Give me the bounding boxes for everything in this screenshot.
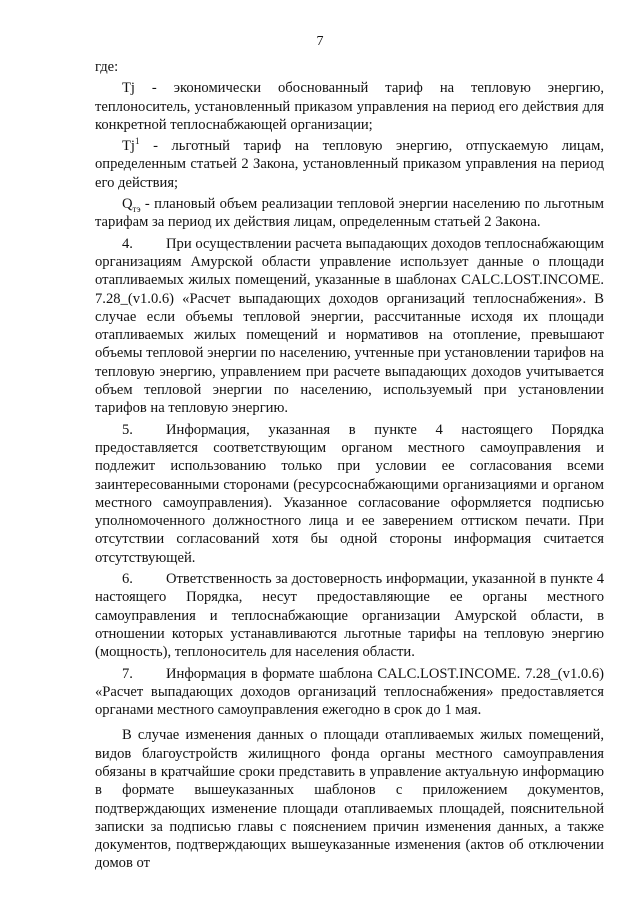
definition-subscript: тэ xyxy=(132,203,141,214)
item-7 xyxy=(95,665,604,720)
definition-planned-volume xyxy=(95,195,604,232)
closing-paragraph: В случае изменения данных о площади отапливаемых жилых помещений, видов благоустройств жилищного фонда органы местного самоуправления обязаны в кратчайшие сроки представить в управление актуальную информацию в формате вышеуказанных шаблонов с приложением документов, подтверждающих изменение площади отапливаемых площадей, пояснительной записки за подписью главы с пояснением причин изменения данных, а также документов, подтверждающих вышеуказанные изменения (актов об отключении домов от xyxy=(95,727,604,872)
document-body xyxy=(95,58,604,876)
item-number: 4. xyxy=(122,235,133,252)
page-number: 7 xyxy=(316,34,324,49)
item-text: Информация, указанная в пункте 4 настоящего Порядка предоставляется соответствующим органом местного самоуправления и подлежит использованию только при условии ее согласования всеми заинтересованными сторонами (ресурсоснабжающими организациями и органом местного самоуправления). Указанное согласование оформляется подписью уполномоченного должностного лица и ее заверением оттиском печати. При отсутствии согласований хотя бы одной стороны информация считается отсутствующей. xyxy=(95,421,604,566)
definition-tariff xyxy=(95,79,604,134)
item-number: 6. xyxy=(122,571,133,588)
item-4 xyxy=(95,235,604,418)
definition-symbol: Tj xyxy=(122,138,135,155)
item-number: 5. xyxy=(122,421,133,438)
item-text: Информация в формате шаблона CALC.LOST.INCOME. 7.28_(v1.0.6) «Расчет выпадающих доходов организаций теплоснабжения» предоставляется органами местного самоуправления ежегодно в срок до 1 мая. xyxy=(95,665,604,719)
definition-symbol: Q xyxy=(122,196,133,213)
item-text: При осуществлении расчета выпадающих доходов теплоснабжающим организациям Амурской области управление использует данные о площади отапливаемых жилых помещений, указанные в шаблонах CALC.LOST.INCOME. 7.28_(v1.0.6) «Расчет выпадающих доходов организаций теплоснабжения». В случае если объемы тепловой энергии, рассчитанные исходя их площади отапливаемых жилых помещений и нормативов на отопление, превышают объемы тепловой энергии по населению, учтенные при установлении тарифов на тепловую энергию, управлением при расчете выпадающих доходов учитывается объем тепловой энергии по населению, используемый при установлении тарифов на тепловую энергию. xyxy=(95,235,604,417)
intro-text: где: xyxy=(95,59,119,75)
item-text: Ответственность за достоверность информации, указанной в пункте 4 настоящего Порядка, несут предоставляющие ее органы местного самоуправления и теплоснабжающие организации Амурской области, в отношении которых устанавливаются льготные тарифы на тепловую энергию (мощность), теплоноситель для населения области. xyxy=(95,571,604,661)
definition-preferential-tariff xyxy=(95,137,604,192)
definition-text: - плановый объем реализации тепловой энергии населению по льготным тарифам за период их действия лицам, определенным статьей 2 Закона. xyxy=(95,196,604,231)
definition-superscript: 1 xyxy=(134,136,140,147)
item-number: 7. xyxy=(122,665,133,682)
definition-symbol: Tj xyxy=(122,80,135,97)
definition-text: - экономически обоснованный тариф на тепловую энергию, теплоноситель, установленный приказом управления на период его действия для конкретной теплоснабжающей организации; xyxy=(95,80,604,133)
item-5 xyxy=(95,421,604,567)
definition-text: - льготный тариф на тепловую энергию, отпускаемую лицам, определенным статьей 2 Закона, установленный приказом управления на период его действия; xyxy=(95,138,604,191)
item-6 xyxy=(95,570,604,661)
